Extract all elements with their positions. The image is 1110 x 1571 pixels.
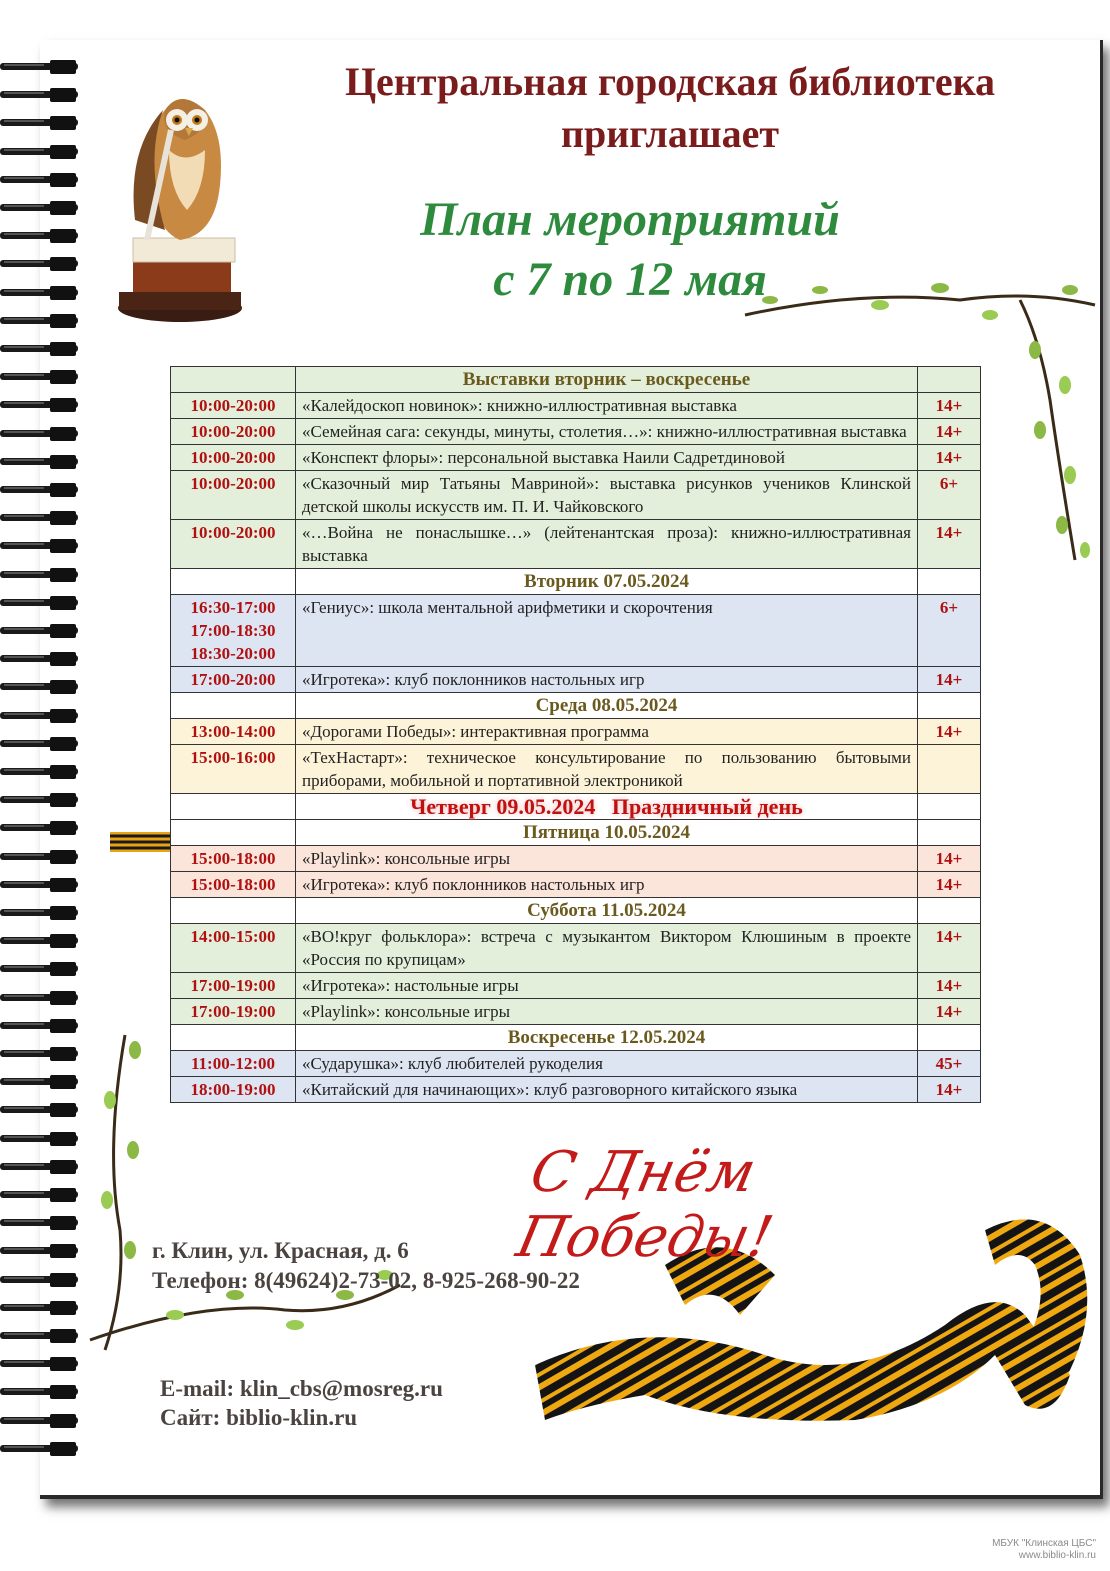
table-row: [171, 393, 981, 419]
spiral-ring: [0, 145, 80, 159]
holiday-row: [171, 794, 981, 820]
table-row: [171, 520, 981, 569]
spiral-ring: [0, 624, 80, 638]
age-rating: 14+: [918, 419, 981, 445]
age-rating: 14+: [918, 667, 981, 693]
footer-watermark: [992, 1538, 1096, 1562]
table-row: [171, 846, 981, 872]
spiral-binding: [0, 60, 85, 1480]
library-title: Центральная городская библиотека: [344, 59, 996, 104]
spiral-ring: [0, 1357, 80, 1371]
spiral-ring: [0, 1244, 80, 1258]
table-row: [171, 1077, 981, 1103]
table-row: [171, 924, 981, 973]
table-row: [171, 872, 981, 898]
spiral-ring: [0, 680, 80, 694]
spiral-ring: [0, 201, 80, 215]
event-description: «Калейдоскоп новинок»: книжно-иллюстративная выставка: [296, 393, 918, 419]
friday-heading: Пятница 10.05.2024: [296, 820, 918, 846]
saturday-heading: Суббота 11.05.2024: [296, 898, 918, 924]
age-rating: 14+: [918, 973, 981, 999]
spiral-ring: [0, 934, 80, 948]
event-time: 15:00-16:00: [171, 745, 296, 794]
age-rating: 14+: [918, 393, 981, 419]
age-rating: [918, 745, 981, 794]
event-time: 17:00-20:00: [171, 667, 296, 693]
spiral-ring: [0, 257, 80, 271]
spiral-ring: [0, 821, 80, 835]
footer-url: www.biblio-klin.ru: [1018, 1550, 1096, 1561]
spiral-ring: [0, 1019, 80, 1033]
event-description: «ВО!круг фольклора»: встреча с музыкантом Виктором Клюшиным в проекте «Россия по крупицам»: [296, 924, 918, 973]
spiral-ring: [0, 737, 80, 751]
table-row: [171, 999, 981, 1025]
owl-figurine-icon: [105, 70, 255, 325]
event-time: 15:00-18:00: [171, 872, 296, 898]
table-row: [171, 745, 981, 794]
spiral-ring: [0, 1160, 80, 1174]
spiral-ring: [0, 1442, 80, 1456]
spiral-ring: [0, 1216, 80, 1230]
wednesday-heading: Среда 08.05.2024: [296, 693, 918, 719]
exhibitions-heading: Выставки вторник – воскресенье: [296, 367, 918, 393]
victory-day-greeting: С Днём Победы!: [511, 1140, 779, 1270]
event-description: «Playlink»: консольные игры: [296, 999, 918, 1025]
sunday-heading: Воскресенье 12.05.2024: [296, 1025, 918, 1051]
event-time: 15:00-18:00: [171, 846, 296, 872]
website[interactable]: Сайт: biblio-klin.ru: [160, 1405, 358, 1430]
section-header-row: [171, 367, 981, 393]
table-row: [171, 667, 981, 693]
events-schedule-table: [170, 366, 981, 1103]
age-rating: 14+: [918, 520, 981, 569]
event-time: 17:00-19:00: [171, 999, 296, 1025]
event-time: 14:00-15:00: [171, 924, 296, 973]
address: г. Клин, ул. Красная, д. 6: [152, 1238, 409, 1263]
spiral-ring: [0, 1047, 80, 1061]
table-row: [171, 973, 981, 999]
spiral-ring: [0, 88, 80, 102]
event-description: «Китайский для начинающих»: клуб разговорного китайского языка: [296, 1077, 918, 1103]
event-description: «Игротека»: настольные игры: [296, 973, 918, 999]
age-rating: 6+: [918, 595, 981, 667]
spiral-ring: [0, 60, 80, 74]
spiral-ring: [0, 1414, 80, 1428]
event-description: «Игротека»: клуб поклонников настольных игр: [296, 872, 918, 898]
table-row: [171, 445, 981, 471]
event-description: «Сказочный мир Татьяны Мавриной»: выставка рисунков учеников Клинской детской школы искусств им. П. И. Чайковского: [296, 471, 918, 520]
event-description: «Игротека»: клуб поклонников настольных игр: [296, 667, 918, 693]
spiral-ring: [0, 539, 80, 553]
spiral-ring: [0, 568, 80, 582]
event-description: «ТехНастарт»: техническое консультирование по пользованию бытовыми приборами, мобильной и портативной электроникой: [296, 745, 918, 794]
library-invites: приглашает: [560, 111, 780, 156]
event-description: «Семейная сага: секунды, минуты, столетия…»: книжно-иллюстративная выставка: [296, 419, 918, 445]
section-header-row: [171, 569, 981, 595]
spiral-ring: [0, 1132, 80, 1146]
spiral-ring: [0, 427, 80, 441]
event-time: 10:00-20:00: [171, 393, 296, 419]
age-rating: 14+: [918, 924, 981, 973]
spiral-ring: [0, 850, 80, 864]
spiral-ring: [0, 286, 80, 300]
age-rating: 14+: [918, 719, 981, 745]
spiral-ring: [0, 342, 80, 356]
spiral-ring: [0, 765, 80, 779]
spiral-ring: [0, 1075, 80, 1089]
tuesday-heading: Вторник 07.05.2024: [296, 569, 918, 595]
spiral-ring: [0, 962, 80, 976]
spiral-ring: [0, 1385, 80, 1399]
age-rating: 14+: [918, 846, 981, 872]
age-rating: 14+: [918, 872, 981, 898]
section-header-row: [171, 820, 981, 846]
table-row: [171, 595, 981, 667]
event-description: «Дорогами Победы»: интерактивная программа: [296, 719, 918, 745]
event-description: «Конспект флоры»: персональной выставка Наили Садретдиновой: [296, 445, 918, 471]
event-time: [171, 595, 296, 667]
event-time-slot: 18:30-20:00: [190, 644, 276, 663]
event-time: 10:00-20:00: [171, 471, 296, 520]
spiral-ring: [0, 1301, 80, 1315]
spiral-ring: [0, 793, 80, 807]
spiral-ring: [0, 1188, 80, 1202]
spiral-ring: [0, 370, 80, 384]
plan-dates: с 7 по 12 мая: [493, 253, 767, 306]
spiral-ring: [0, 652, 80, 666]
event-time: 11:00-12:00: [171, 1051, 296, 1077]
age-rating: 45+: [918, 1051, 981, 1077]
event-description: «Сударушка»: клуб любителей рукоделия: [296, 1051, 918, 1077]
event-description: «Гениус»: школа ментальной арифметики и скорочтения: [296, 595, 918, 667]
plan-title: План мероприятий: [420, 193, 840, 246]
spiral-ring: [0, 511, 80, 525]
spiral-ring: [0, 709, 80, 723]
table-row: [171, 1051, 981, 1077]
table-row: [171, 471, 981, 520]
phone: Телефон: 8(49624)2-73-02, 8-925-268-90-22: [152, 1268, 580, 1293]
event-time: 18:00-19:00: [171, 1077, 296, 1103]
spiral-ring: [0, 314, 80, 328]
event-time: 10:00-20:00: [171, 419, 296, 445]
spiral-ring: [0, 1329, 80, 1343]
spiral-ring: [0, 116, 80, 130]
spiral-ring: [0, 878, 80, 892]
section-header-row: [171, 693, 981, 719]
table-row: [171, 419, 981, 445]
spiral-ring: [0, 398, 80, 412]
table-row: [171, 719, 981, 745]
event-time: 10:00-20:00: [171, 520, 296, 569]
thursday-holiday-heading: Четверг 09.05.2024 Праздничный день: [296, 794, 918, 820]
spiral-ring: [0, 906, 80, 920]
event-time: 17:00-19:00: [171, 973, 296, 999]
email[interactable]: E-mail: klin_cbs@mosreg.ru: [160, 1376, 443, 1401]
section-header-row: [171, 898, 981, 924]
event-time-slot: 17:00-18:30: [190, 621, 276, 640]
spiral-ring: [0, 1103, 80, 1117]
footer-org: МБУК "Клинская ЦБС": [992, 1538, 1096, 1549]
spiral-ring: [0, 596, 80, 610]
age-rating: 6+: [918, 471, 981, 520]
spiral-ring: [0, 173, 80, 187]
event-description: «…Война не понаслышке…» (лейтенантская проза): книжно-иллюстративная выставка: [296, 520, 918, 569]
age-rating: 14+: [918, 1077, 981, 1103]
spiral-ring: [0, 455, 80, 469]
spiral-ring: [0, 229, 80, 243]
age-rating: 14+: [918, 445, 981, 471]
event-time: 10:00-20:00: [171, 445, 296, 471]
spiral-ring: [0, 1273, 80, 1287]
spiral-ring: [0, 483, 80, 497]
event-description: «Playlink»: консольные игры: [296, 846, 918, 872]
spiral-ring: [0, 991, 80, 1005]
age-rating: 14+: [918, 999, 981, 1025]
event-time-slot: 16:30-17:00: [190, 598, 276, 617]
event-time: 13:00-14:00: [171, 719, 296, 745]
section-header-row: [171, 1025, 981, 1051]
